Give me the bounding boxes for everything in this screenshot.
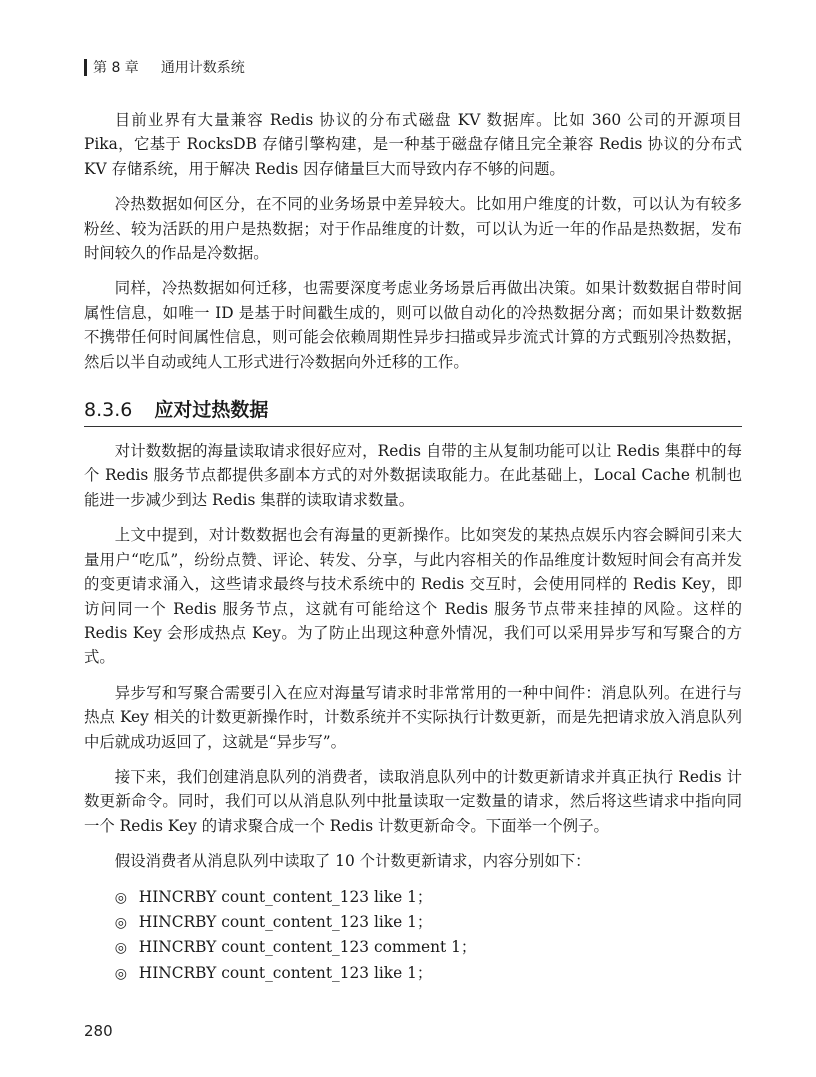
bullet-circle-icon: ◎	[114, 940, 128, 957]
paragraph: 目前业界有大量兼容 Redis 协议的分布式磁盘 KV 数据库。比如 360 公司的开源项目 Pika，它基于 RocksDB 存储引擎构建，是一种基于磁盘存储且完全兼容 Redis 协议的分布式 KV 存储系统，用于解决 Redis 因存储量巨大而导致内存不够的问题。	[84, 111, 742, 178]
header-bar-divider	[84, 59, 87, 76]
paragraph: 上文中提到，对计数数据也会有海量的更新操作。比如突发的某热点娱乐内容会瞬间引来大量用户“吃瓜”，纷纷点赞、评论、转发、分享，与此内容相关的作品维度计数短时间会有高并发的变更请求涌入，这些请求最终与技术系统中的 Redis 交互时，会使用同样的 Redis Key，即访问同一个 Redis 服务节点，这就有可能给这个 Redis 服务节点带来挂掉的风险。这样的 Redis Key 会形成热点 Key。为了防止出现这种意外情况，我们可以采用异步写和写聚合的方式。	[84, 526, 742, 667]
list-item-text: HINCRBY count_content_123 comment 1；	[138, 938, 477, 957]
bullet-circle-icon: ◎	[114, 889, 128, 906]
list-item	[84, 961, 742, 986]
paragraph: 同样，冷热数据如何迁移，也需要深度考虑业务场景后再做出决策。如果计数数据自带时间属性信息，如唯一 ID 是基于时间戳生成的，则可以做自动化的冷热数据分离；而如果计数数据不携带任何时间属性信息，则可能会依赖周期性异步扫描或异步流式计算的方式甄别冷热数据，然后以半自动或纯人工形式进行冷数据向外迁移的工作。	[84, 279, 742, 371]
chapter-title: 通用计数系统	[160, 60, 245, 76]
bullet-circle-icon: ◎	[114, 965, 128, 982]
paragraph: 接下来，我们创建消息队列的消费者，读取消息队列中的计数更新请求并真正执行 Redis 计数更新命令。同时，我们可以从消息队列中批量读取一定数量的请求，然后将这些请求中指向同一个 Redis Key 的请求聚合成一个 Redis 计数更新命令。下面举一个例子。	[84, 767, 742, 835]
list-item	[84, 885, 742, 910]
paragraph: 对计数数据的海量读取请求很好应对，Redis 自带的主从复制功能可以让 Redis 集群中的每个 Redis 服务节点都提供多副本方式的对外数据读取能力。在此基础上，Local Cache 机制也能进一步减少到达 Redis 集群的读取请求数量。	[84, 442, 742, 509]
paragraph: 冷热数据如何区分，在不同的业务场景中差异较大。比如用户维度的计数，可以认为有较多粉丝、较为活跃的用户是热数据；对于作品维度的计数，可以认为近一年的作品是热数据，发布时间较久的作品是冷数据。	[84, 195, 742, 263]
section-heading	[84, 395, 742, 427]
running-header	[84, 56, 245, 78]
list-item	[84, 935, 742, 960]
paragraph: 异步写和写聚合需要引入在应对海量写请求时非常常用的一种中间件：消息队列。在进行与热点 Key 相关的计数更新操作时，计数系统并不实际执行计数更新，而是先把请求放入消息队列中后就成功返回了，这就是“异步写”。	[84, 683, 742, 751]
command-list	[84, 885, 742, 987]
list-item-text: HINCRBY count_content_123 like 1；	[138, 912, 433, 931]
section-number: 8.3.6	[84, 399, 133, 422]
list-item-text: HINCRBY count_content_123 like 1；	[138, 887, 433, 906]
section-title: 应对过热数据	[154, 399, 269, 422]
bullet-circle-icon: ◎	[114, 914, 128, 931]
chapter-number: 第 8 章	[93, 60, 139, 76]
list-item	[84, 910, 742, 935]
list-item-text: HINCRBY count_content_123 like 1；	[138, 963, 433, 982]
page-number: 280	[84, 1022, 113, 1040]
page-body	[84, 108, 742, 986]
paragraph: 假设消费者从消息队列中读取了 10 个计数更新请求，内容分别如下：	[114, 852, 591, 871]
